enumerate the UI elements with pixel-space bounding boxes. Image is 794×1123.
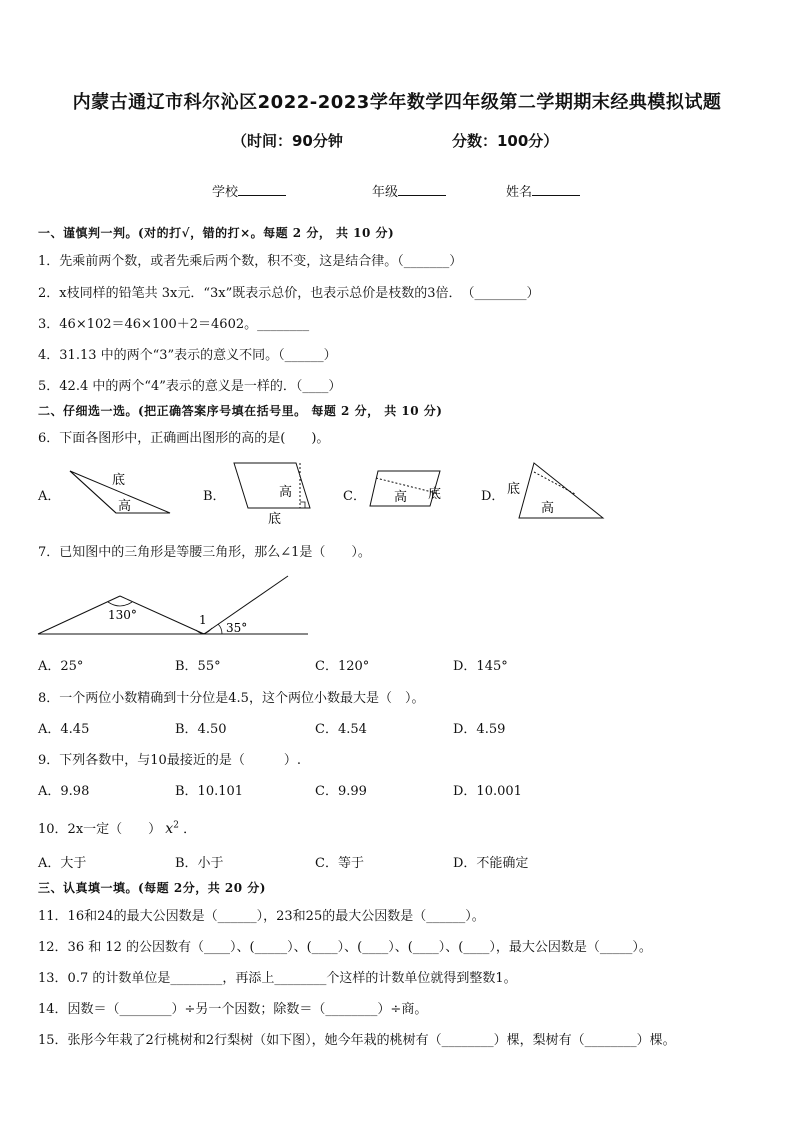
grade-blank[interactable]	[398, 183, 446, 196]
q10-option-d[interactable]: D．不能确定	[453, 856, 529, 871]
score-label: 分数：100分）	[452, 132, 559, 150]
question-11: 11．16和24的最大公因数是（______），23和25的最大公因数是（______）。	[38, 909, 485, 924]
page-title: 内蒙古通辽市科尔沁区2022-2023学年数学四年级第二学期期末经典模拟试题	[72, 92, 722, 113]
q6-figure-b	[230, 460, 316, 526]
q7-option-b[interactable]: B．55°	[175, 659, 221, 674]
question-3: 3．46×102＝46×100＋2＝4602。________	[38, 317, 310, 332]
question-5: 5．42.4 中的两个“4”表示的意义是一样的．（____）	[38, 379, 342, 394]
question-10	[38, 818, 196, 837]
school-label: 学校	[212, 185, 239, 200]
question-6: 6．下面各图形中，正确画出图形的高的是( )。	[38, 431, 330, 446]
question-15: 15．张彤今年栽了2行桃树和2行梨树（如下图），她今年栽的桃树有（________）棵，梨树有（________）棵。	[38, 1033, 676, 1048]
grade-field	[372, 181, 446, 200]
q10-option-b[interactable]: B．小于	[175, 856, 224, 871]
q6-d-base-label: 底	[507, 482, 521, 497]
name-blank[interactable]	[532, 183, 580, 196]
q10-option-c[interactable]: C．等于	[315, 856, 364, 871]
school-field	[212, 181, 286, 200]
q8-option-a[interactable]: A．4.45	[38, 722, 90, 737]
q6-figure-a	[66, 467, 174, 517]
q10-power-exp: 2	[173, 820, 179, 831]
school-blank[interactable]	[238, 183, 286, 196]
question-9: 9．下列各数中，与10最接近的是（ ）.	[38, 753, 301, 768]
q7-figure	[36, 572, 310, 638]
q6-figure-c	[368, 468, 454, 510]
q6-option-d[interactable]: D．	[481, 489, 505, 504]
q6-c-base-label: 底	[428, 487, 442, 502]
q9-option-a[interactable]: A．9.98	[38, 784, 90, 799]
grade-label: 年级	[372, 185, 399, 200]
q6-option-c[interactable]: C．	[343, 489, 366, 504]
q7-apex-angle: 130°	[108, 608, 137, 622]
q6-b-height-label: 高	[279, 485, 293, 500]
question-12: 12．36 和 12 的公因数有（____）、(_____）、(____）、(____）、(____）、(____），最大公因数是（_____）。	[38, 940, 652, 955]
q9-option-b[interactable]: B．10.101	[175, 784, 244, 799]
q7-option-d[interactable]: D．145°	[453, 659, 508, 674]
name-label: 姓名	[506, 185, 533, 200]
section2-heading: 二、仔细选一选。(把正确答案序号填在括号里。 每题 2 分， 共 10 分)	[38, 404, 443, 418]
q10-stem-suffix: ．	[183, 822, 197, 837]
q6-option-a[interactable]: A．	[38, 489, 61, 504]
q7-option-c[interactable]: C．120°	[315, 659, 370, 674]
q10-power-base: x	[165, 821, 174, 837]
question-1: 1．先乘前两个数，或者先乘后两个数，积不变，这是结合律。（_______）	[38, 254, 463, 269]
time-label: （时间：90分钟	[232, 132, 343, 150]
q7-angle-1: 1	[199, 613, 207, 627]
q8-option-c[interactable]: C．4.54	[315, 722, 367, 737]
section1-heading: 一、谨慎判一判。(对的打√，错的打×。每题 2 分， 共 10 分)	[38, 226, 395, 240]
q9-option-c[interactable]: C．9.99	[315, 784, 367, 799]
name-field	[506, 181, 580, 200]
q10-option-a[interactable]: A．大于	[38, 856, 87, 871]
question-4: 4．31.13 中的两个“3”表示的意义不同。（______）	[38, 348, 337, 363]
q6-option-b[interactable]: B．	[203, 489, 226, 504]
q6-figure-d	[503, 460, 607, 522]
q10-stem-prefix: 10．2x一定（ ）	[38, 822, 162, 837]
q6-d-height-label: 高	[541, 501, 555, 516]
section3-heading: 三、认真填一填。(每题 2分，共 20 分)	[38, 881, 266, 895]
q7-right-angle: 35°	[226, 621, 248, 635]
question-7: 7．已知图中的三角形是等腰三角形，那么∠1是（ ）。	[38, 545, 371, 560]
q6-a-base-label: 底	[112, 473, 126, 488]
q9-option-d[interactable]: D．10.001	[453, 784, 522, 799]
q8-option-b[interactable]: B．4.50	[175, 722, 227, 737]
q6-b-base-label: 底	[268, 512, 282, 526]
question-14: 14．因数＝（________）÷另一个因数；除数＝（________）÷商。	[38, 1002, 428, 1017]
q8-option-d[interactable]: D．4.59	[453, 722, 506, 737]
question-8: 8．一个两位小数精确到十分位是4.5，这个两位小数最大是（ ）。	[38, 691, 425, 706]
q7-option-a[interactable]: A．25°	[38, 659, 84, 674]
q6-c-height-label: 高	[394, 490, 408, 505]
question-13: 13．0.7 的计数单位是________，再添上________个这样的计数单位就得到整数1。	[38, 971, 517, 986]
q6-a-height-label: 高	[118, 499, 132, 514]
question-2: 2．x枝同样的铅笔共 3x元．“3x”既表示总价，也表示总价是枝数的3倍． （________）	[38, 286, 540, 301]
